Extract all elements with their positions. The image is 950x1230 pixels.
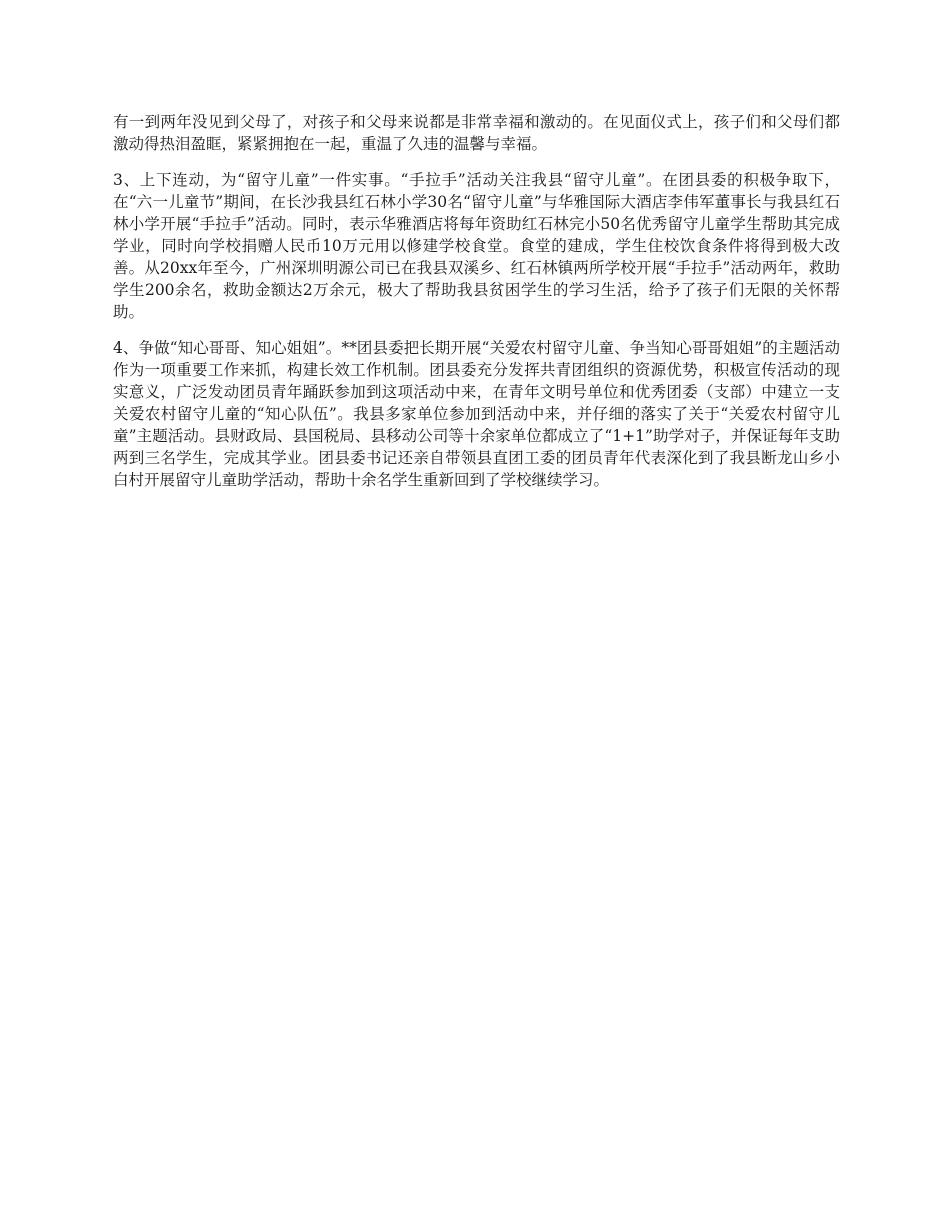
paragraph-2: 3、上下连动，为“留守儿童”一件实事。“手拉手”活动关注我县“留守儿童”。在团县委的积极争取下，在“六一儿童节”期间，在长沙我县红石林小学30名“留守儿童”与华雅国际大酒店李伟军董事长与我县红石林小学开展“手拉手”活动。同时，表示华雅酒店将每年资助红石林完小50名优秀留守儿童学生帮助其完成学业，同时向学校捐赠人民币10万元用以修建学校食堂。食堂的建成，学生住校饮食条件将得到极大改善。从20xx年至今，广州深圳明源公司已在我县双溪乡、红石林镇两所学校开展“手拉手”活动两年，救助学生200余名，救助金额达2万余元，极大了帮助我县贫困学生的学习生活，给予了孩子们无限的关怀帮助。 bbox=[113, 171, 840, 321]
paragraph-1: 有一到两年没见到父母了，对孩子和父母来说都是非常幸福和激动的。在见面仪式上，孩子们和父母们都激动得热泪盈眶，紧紧拥抱在一起，重温了久违的温馨与幸福。 bbox=[113, 113, 840, 153]
paragraph-3: 4、争做“知心哥哥、知心姐姐”。**团县委把长期开展“关爱农村留守儿童、争当知心哥哥姐姐”的主题活动作为一项重要工作来抓，构建长效工作机制。团县委充分发挥共青团组织的资源优势，积极宣传活动的现实意义，广泛发动团员青年踊跃参加到这项活动中来，在青年文明号单位和优秀团委（支部）中建立一支关爱农村留守儿童的“知心队伍”。我县多家单位参加到活动中来，并仔细的落实了关于“关爱农村留守儿童”主题活动。县财政局、县国税局、县移动公司等十余家单位都成立了“1+1”助学对子，并保证每年支助两到三名学生，完成其学业。团县委书记还亲自带领县直团工委的团员青年代表深化到了我县断龙山乡小白村开展留守儿童助学活动，帮助十余名学生重新回到了学校继续学习。 bbox=[113, 339, 840, 489]
document-page bbox=[113, 111, 840, 505]
